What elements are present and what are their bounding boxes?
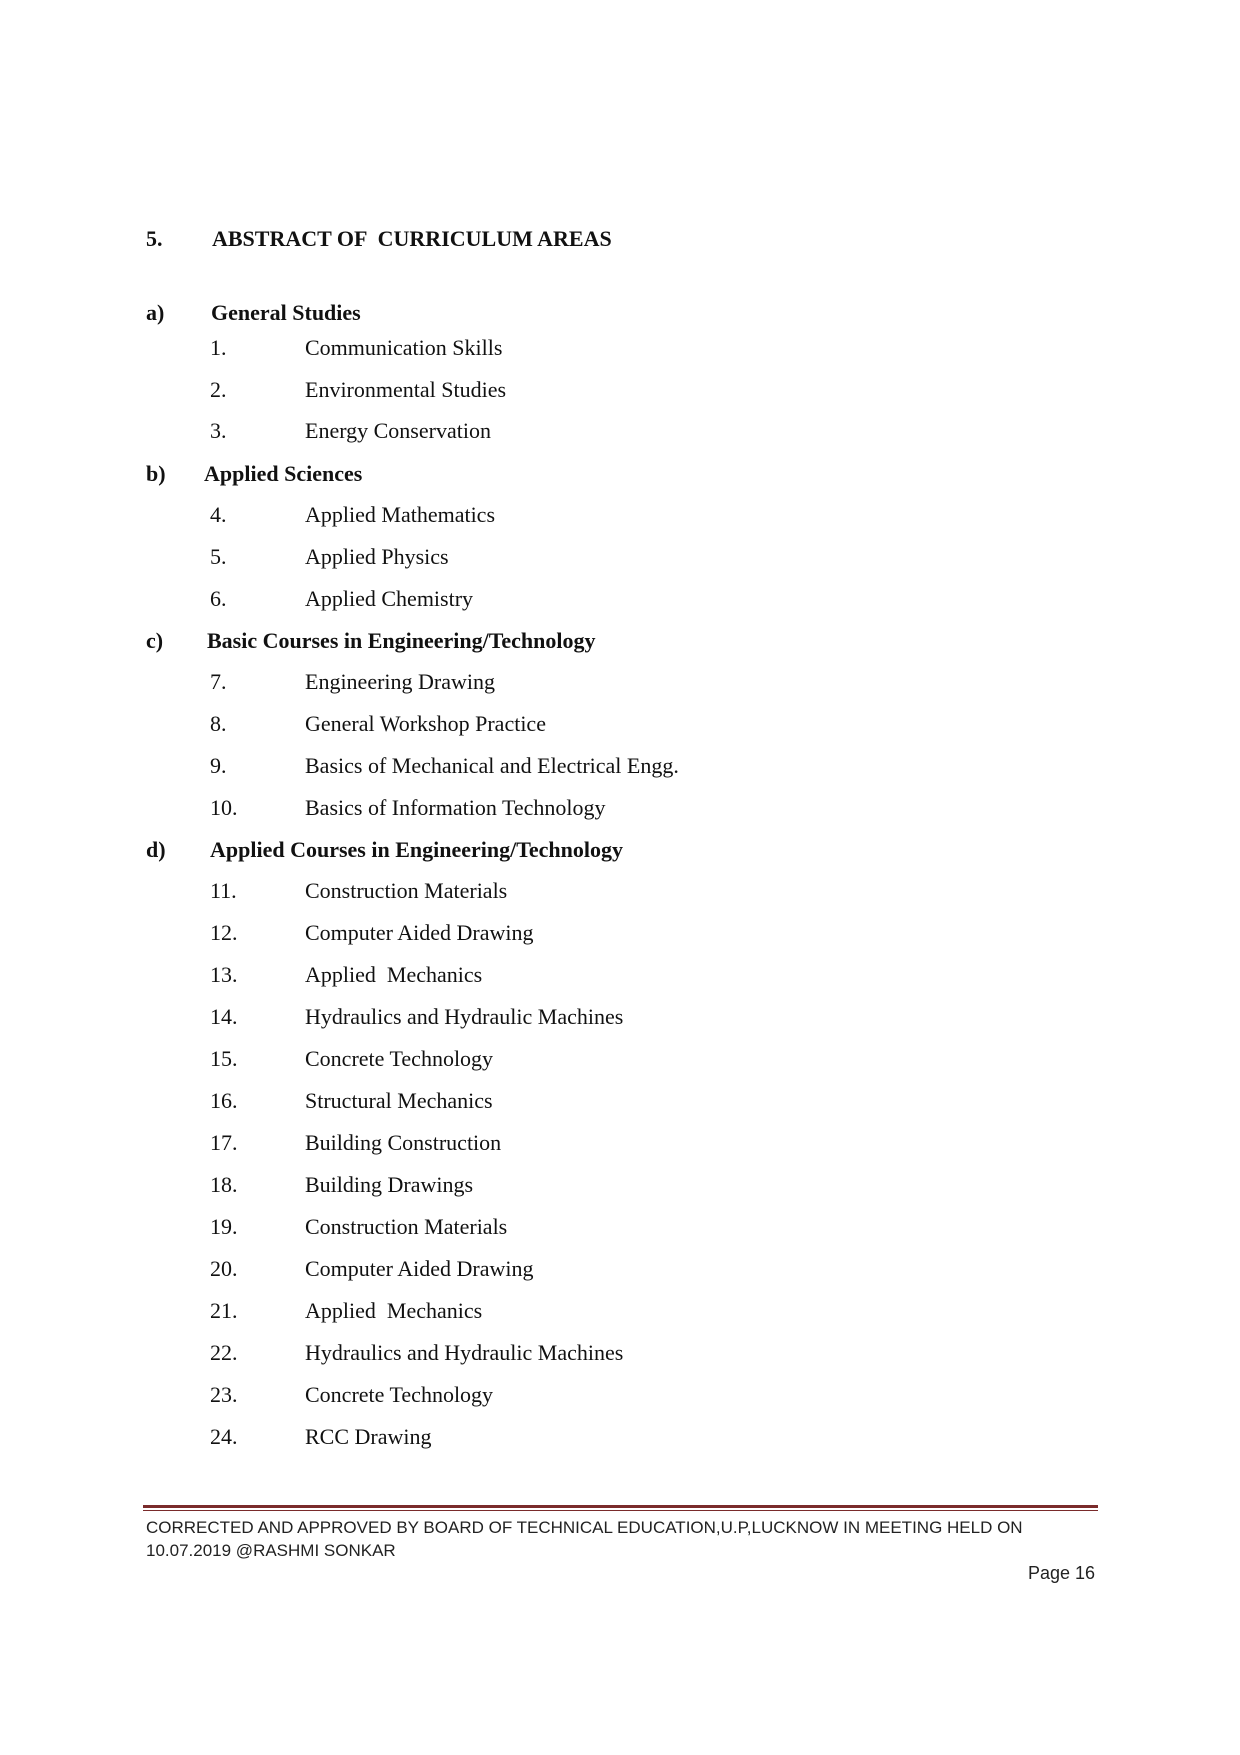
footer-divider [143, 1505, 1098, 1508]
list-item-number: 11. [210, 878, 237, 903]
heading-number: 5. [146, 226, 163, 251]
list-item-number: 17. [210, 1130, 238, 1155]
list-item: Concrete Technology [305, 1382, 494, 1407]
list-item: Structural Mechanics [305, 1088, 493, 1113]
list-item: Construction Materials [305, 878, 508, 903]
page-number: Page 16 [1027, 1563, 1095, 1583]
list-item: Energy Conservation [305, 418, 491, 443]
list-item: Computer Aided Drawing [305, 1256, 534, 1281]
section-label-a: a) [146, 300, 165, 325]
list-item-number: 13. [210, 962, 238, 987]
list-item: Building Construction [305, 1130, 502, 1155]
list-item-number: 3. [210, 418, 227, 443]
section-title-applied-sciences: Applied Sciences [204, 461, 363, 486]
list-item: Environmental Studies [305, 377, 507, 402]
list-item-number: 5. [210, 544, 227, 569]
list-item-number: 2. [210, 377, 227, 402]
footer-note [146, 1516, 1106, 1562]
list-item: Applied Mechanics [305, 962, 483, 987]
list-item-number: 12. [210, 920, 238, 945]
list-item: Basics of Information Technology [305, 795, 606, 820]
list-item: Basics of Mechanical and Electrical Engg. [305, 753, 679, 778]
list-item: Applied Mathematics [305, 502, 496, 527]
list-item-number: 16. [210, 1088, 238, 1113]
list-item: Concrete Technology [305, 1046, 494, 1071]
list-item: General Workshop Practice [305, 711, 546, 736]
list-item-number: 7. [210, 669, 227, 694]
list-item-number: 18. [210, 1172, 238, 1197]
footer-line-1: CORRECTED AND APPROVED BY BOARD OF TECHNICAL EDUCATION,U.P,LUCKNOW IN MEETING HELD ON [146, 1518, 1023, 1537]
list-item-number: 8. [210, 711, 227, 736]
list-item-number: 6. [210, 586, 227, 611]
section-title-basic-courses: Basic Courses in Engineering/Technology [207, 628, 596, 653]
list-item-number: 9. [210, 753, 227, 778]
list-item-number: 15. [210, 1046, 238, 1071]
list-item-number: 19. [210, 1214, 238, 1239]
footer-line-2: 10.07.2019 @RASHMI SONKAR [146, 1541, 396, 1560]
section-label-c: c) [146, 628, 164, 653]
section-title-applied-courses: Applied Courses in Engineering/Technology [210, 837, 623, 862]
footer-divider-thin [143, 1510, 1098, 1511]
list-item-number: 23. [210, 1382, 238, 1407]
list-item-number: 4. [210, 502, 227, 527]
list-item-number: 20. [210, 1256, 238, 1281]
list-item: Engineering Drawing [305, 669, 495, 694]
list-item: Computer Aided Drawing [305, 920, 534, 945]
list-item: Applied Mechanics [305, 1298, 483, 1323]
list-item: RCC Drawing [305, 1424, 432, 1449]
list-item: Communication Skills [305, 335, 503, 360]
list-item: Applied Chemistry [305, 586, 474, 611]
list-item-number: 21. [210, 1298, 238, 1323]
list-item-number: 14. [210, 1004, 238, 1029]
list-item: Hydraulics and Hydraulic Machines [305, 1004, 624, 1029]
section-title-general-studies: General Studies [211, 300, 361, 325]
list-item: Building Drawings [305, 1172, 474, 1197]
list-item-number: 24. [210, 1424, 238, 1449]
list-item-number: 10. [210, 795, 238, 820]
list-item-number: 1. [210, 335, 227, 360]
list-item: Construction Materials [305, 1214, 508, 1239]
heading-title: ABSTRACT OF CURRICULUM AREAS [212, 226, 612, 251]
list-item: Hydraulics and Hydraulic Machines [305, 1340, 624, 1365]
section-label-d: d) [146, 837, 166, 862]
section-label-b: b) [146, 461, 166, 486]
list-item-number: 22. [210, 1340, 238, 1365]
list-item: Applied Physics [305, 544, 449, 569]
